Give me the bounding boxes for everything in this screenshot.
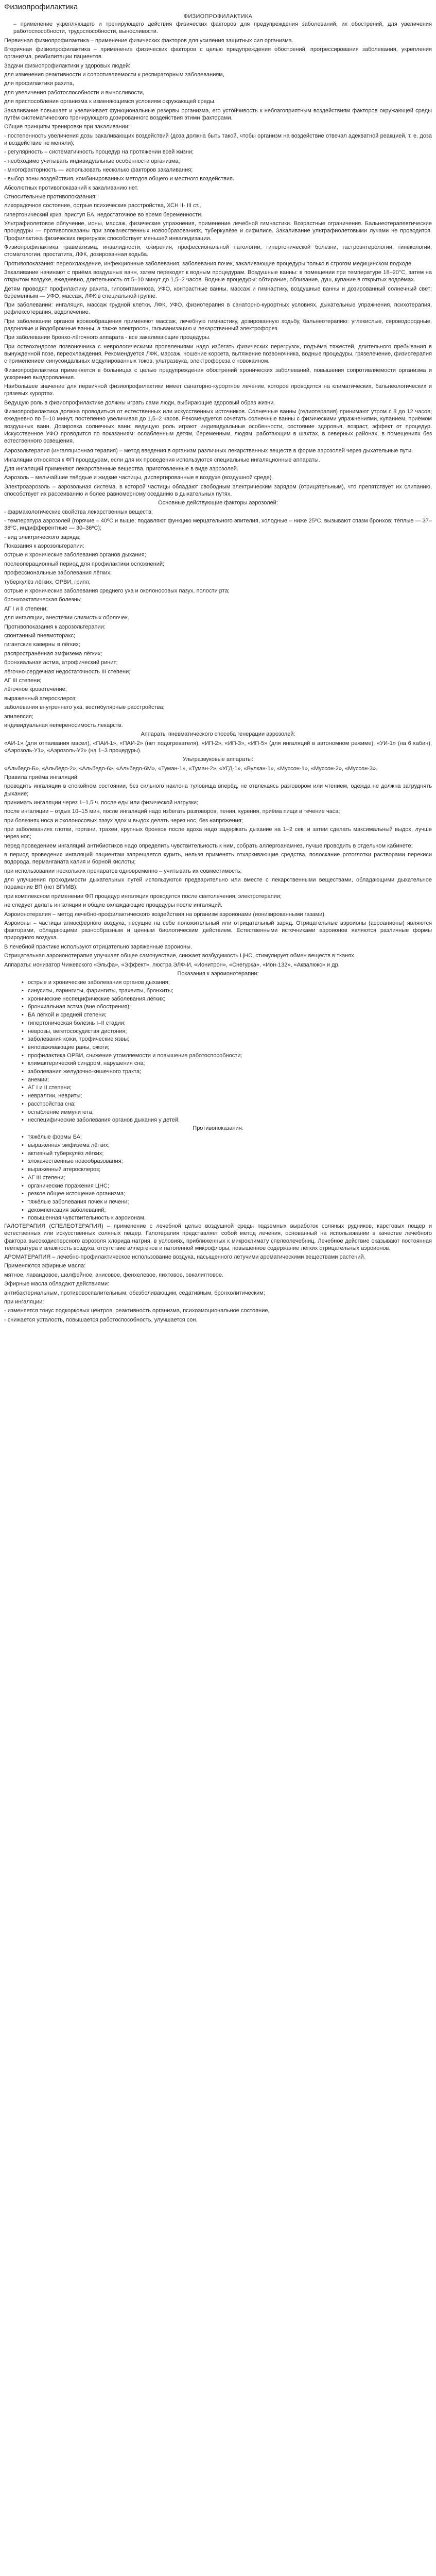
paragraph: Закаливание повышает и увеличивает функциональные резервы организма, его устойчивость к неблагоприятным воздействиям факторов окружающей среды путём систематического тренирующего дозированного воздействия этими факторами. (4, 107, 432, 121)
section-heading: ФИЗИОПРОФИЛАКТИКА (183, 13, 253, 20)
paragraph: индивидуальная непереносимость лекарств. (4, 722, 123, 728)
paragraph: Противопоказания: переохлаждение, инфекционные заболевания, заболевания почек, закаливающие процедуры только в строгом медицинском подходе. (4, 260, 413, 267)
paragraph: при заболеваниях глотки, гортани, трахеи, крупных бронхов после вдоха надо задержать дыхание на 1–2 сек, и затем сделать максимальный выдох, лучше через нос; (4, 826, 432, 840)
list-item: • анемии; (4, 1076, 432, 1083)
paragraph: после ингаляции – отдых 10–15 мин, после ингаляций надо избегать разговоров, пения, курения, приёма пищи в течение часа; (4, 808, 340, 815)
list-item: • хронические неспецифические заболевания лёгких; (4, 995, 432, 1003)
paragraph: для профилактики рахита, (4, 80, 74, 87)
list-item: • АГ I и II степени; (4, 1084, 432, 1091)
paragraph: антибактериальным, противовоспалительным, обезболивающим, седативным, бронхолитическим; (4, 1290, 265, 1296)
paragraph: АРОМАТЕРАПИЯ – лечебно-профилактическое использование воздуха, насыщенного летучими ароматическими веществами растений. (4, 1254, 365, 1261)
paragraph: гигантские каверны в лёгких; (4, 641, 80, 648)
paragraph: «АИ-1» (для отпаивания масел), «ПАИ-1», «ПАИ-2» (нет подогревателя), «ИП-2», «ИП-3», «ИП-5» (для ингаляций в автономном режиме), «УИ-1» (на 6 кабин), «Аэрозоль-У1», «Аэрозоль-У2» (на 1–3 процедуры). (4, 740, 432, 754)
paragraph: При заболевании органов кровообращения применяют массаж, лечебную гимнастику, дозированную ходьбу, бальнеотерапию: углекислые, сероводородные, радоновые и йодобромные ванны, а также электросон, гальванизацию и лекарственный электрофорез. (4, 318, 432, 332)
paragraph: лёгочно-сердечная недостаточность III степени; (4, 668, 131, 675)
paragraph: Основные действующие факторы аэрозолей: (158, 500, 278, 506)
paragraph: Для ингаляций применяют лекарственные вещества, приготовленные в виде аэрозолей. (4, 465, 238, 472)
list-item: • БА лёгкой и средней степени; (4, 1011, 432, 1019)
paragraph: Абсолютных противопоказаний к закаливанию нет. (4, 184, 138, 191)
paragraph: При заболевании: ингаляция, массаж грудной клетки, ЛФК, УФО, физиотерапия в санаторно-курортных условиях, дыхательные упражнения, психотерапия, рефлексотерапия, водолечение. (4, 302, 432, 316)
list-item: • ослабление иммунитета; (4, 1109, 432, 1116)
paragraph: АГ I и II степени; (4, 605, 48, 612)
closing-section (4, 1223, 432, 1324)
paragraph: бронхиальная астма, атрофический ринит; (4, 659, 118, 666)
list-item: • декомпенсация заболеваний; (4, 1207, 432, 1214)
list-item: • заболевания желудочно-кишечного тракта; (4, 1068, 432, 1075)
paragraph: «Альбедо-Б», «Альбедо-2», «Альбедо-6», «Альбедо-6М», «Туман-1», «Туман-2», «УГД-1», «Вулкан-1», «Муссон-1», «Муссон-2», «Муссон-3». (4, 765, 378, 772)
paragraph: Аэрозоль – мельчайшие твёрдые и жидкие частицы, диспергированные в воздухе (воздушной среде). (4, 474, 273, 481)
paragraph: Физиопрофилактика применяется в больницах с целью предупреждения обострений хронических заболеваний, повышения сопротивляемости организма и ускорения выздоровления. (4, 367, 432, 381)
list-item: • тяжёлые формы БА; (4, 1133, 432, 1141)
paragraph: Показания к аэрозольтерапии: (4, 543, 84, 550)
paragraph: Общие принципы тренировки при закаливании: (4, 124, 130, 130)
paragraph: для ингаляции, анестезии слизистых оболочек. (4, 615, 129, 621)
paragraph: бронхоэктатическая болезнь; (4, 597, 82, 603)
paragraph: Противопоказания к аэрозольтерапии: (4, 623, 106, 630)
contraindications-list (4, 1133, 432, 1222)
paragraph: Задачи физиопрофилактики у здоровых людей: (4, 62, 131, 69)
paragraph: - многофакторность — использовать несколько факторов закаливания; (4, 166, 193, 173)
paragraph: - снижается усталость, повышается работоспособность, улучшается сон. (4, 1316, 198, 1323)
paragraph: Электроаэрозоль – аэрозольная система, в которой частицы обладают свободным электрическим зарядом (отрицательным), что препятствует их слипанию, способствует их рассеиванию и более равномерному оседанию в дыхательных путях. (4, 483, 432, 497)
list-item: • гипертоническая болезнь I–II стадии; (4, 1020, 432, 1027)
paragraph: Применяются эфирные масла: (4, 1263, 86, 1269)
list-item: • АГ III степени; (4, 1174, 432, 1181)
paragraph: острые и хронические заболевания органов дыхания; (4, 552, 146, 558)
list-item: • органические поражения ЦНС; (4, 1182, 432, 1190)
paragraph: ГАЛОТЕРАПИЯ (СПЕЛЕОТЕРАПИЯ) – применение с лечебной целью воздушной среды подземных выработок соляных рудников, карстовых пещер и естественных или искусственных соляных пещер. Галотерапия представляет собой метод лечения, основанный на использовании в качестве лечебного фактора высокодисперсного аэрозоля хлорида натрия, в условиях, приближенных к микроклимату спелеолечебниц. Лечебное действие оказывают постоянная температура и влажность воздуха, отсутствие аллергенов и патогенной микрофлоры, повышенное содержание лёгких отрицательных аэроионов. (4, 1223, 432, 1251)
list-item: • выраженная эмфизема лёгких; (4, 1142, 432, 1149)
list-item: • неврозы, вегетососудистая дистония; (4, 1028, 432, 1035)
paragraph: Аэроионотерапия – метод лечебно-профилактического воздействия на организм аэроионами (ионизированными газами). (4, 911, 326, 918)
list-item: • вялозаживающие раны, ожоги; (4, 1044, 432, 1051)
paragraph: туберкулёз лёгких, ОРВИ, грипп; (4, 579, 91, 585)
list-item: • выраженный атеросклероз; (4, 1166, 432, 1173)
list-item: • острые и хронические заболевания органов дыхания; (4, 979, 432, 986)
paragraph: Аппараты пневматического способа генерации аэрозолей: (141, 731, 295, 738)
paragraph: При остеохондрозе позвоночника с неврологическими проявлениями надо избегать физических перегрузок, подъёма тяжестей, длительного пребывания в вынужденной позе, переохлаждения. Рекомендуется ЛФК, массаж, ношение корсета, вытяжение позвоночника, водные процедуры, грязелечение, физиотерапия с применением синусоидальных модулированных токов, ультразвука, электрофореза с новокаином. (4, 343, 432, 365)
paragraph: при болезнях носа и околоносовых пазух вдох и выдох делать через нос, без напряжения; (4, 817, 243, 824)
paragraph: Вторичная физиопрофилактика – применение физических факторов с целью предупреждения обострений, прогрессирования заболевания, укрепления организма, реабилитации пациентов. (4, 46, 432, 60)
paragraph: в период проведения ингаляций пациентам запрещается курить, нельзя применять отхаркивающие средства, полоскание ротоглотки растворами перекиси водорода, перманганата калия и борной кислоты; (4, 852, 432, 866)
paragraph: - изменяется тонус подкорковых центров, реактивность организма, психоэмоциональное состояние, (4, 1308, 270, 1314)
paragraph: эпилепсия; (4, 713, 33, 720)
paragraph: АГ III степени; (4, 677, 42, 684)
paragraph: перед проведением ингаляций антибиотиков надо определить чувствительность к ним, собрать аллергоанамнез, лучше проводить в отдельном кабинете; (4, 842, 413, 849)
paragraph: Отрицательная аэроионотерапия улучшает общее самочувствие, снижает возбудимость ЦНС, стимулирует обмен веществ в тканях. (4, 953, 356, 959)
paragraph: Ультрафиолетовое облучение, ионы, массаж, физические упражнения, применение лечебной гимнастики. Возрастные ограничения. Бальнеотерапевтические процедуры — противопоказаны при злокачественных новообразованиях, туберкулёзе и сифилисе. Закаливание ультрафиолетовыми лучами не проводится. Профилактика физических перегрузок способствует меньшей инвалидизации. (4, 221, 432, 242)
paragraph: для изменения реактивности и сопротивляемости к респираторным заболеваниям, (4, 71, 224, 78)
list-item: • повышенная чувствительность к аэроионам. (4, 1214, 432, 1222)
list-item: • злокачественные новообразования; (4, 1158, 432, 1165)
paragraph: – применение укрепляющего и тренирующего действия физических факторов для предупреждения заболеваний, их обострений, для увеличения работоспособности, трудоспособности, выносливости. (13, 21, 432, 35)
list-item: • неспецифические заболевания органов дыхания у детей. (4, 1116, 432, 1124)
paragraph: проводить ингаляции в спокойном состоянии, без сильного наклона туловища вперёд, не отвлекаясь разговором или чтением, одежда не должна затруднять дыхание; (4, 783, 432, 797)
paragraph: - необходимо учитывать индивидуальные особенности организма; (4, 158, 180, 164)
paragraph: Ведущую роль в физиопрофилактике должны играть сами люди, выбирающие здоровый образ жизни. (4, 399, 275, 406)
paragraph: Наибольшее значение для первичной физиопрофилактики имеет санаторно-курортное лечение, которое проводится на климатических, бальнеологических и грязевых курортах. (4, 383, 432, 397)
paragraph: при использовании нескольких препаратов одновременно – учитывать их совместимость; (4, 868, 242, 874)
paragraph: - регулярность – систематичность процедур на протяжении всей жизни; (4, 149, 194, 156)
paragraph: Первичная физиопрофилактика – применение физических факторов для усиления защитных сил организма. (4, 37, 293, 44)
paragraph: Показания к аэроионотерапии: (177, 970, 259, 977)
list-item: • климактерический синдром, нарушения сна; (4, 1060, 432, 1067)
paragraph: Относительные противопоказания: (4, 194, 97, 200)
paragraph: спонтанный пневмоторакс; (4, 633, 76, 639)
contraindications-heading: Противопоказания: (193, 1125, 243, 1131)
indications-list (4, 979, 432, 1124)
paragraph: послеоперационный период для профилактики осложнений; (4, 561, 165, 567)
paragraph: Закаливание начинают с приёма воздушных ванн, затем переходят к водным процедурам. Воздушные ванны: в помещении при температуре 18–20°С, затем на открытом воздухе, ежедневно, длительность от 5–10 минут до 1,5–2 часов. Водные процедуры: обтирание, обливание, душ, купание в открытых водоёмах. (4, 269, 432, 283)
list-item: • бронхиальная астма (вне обострения); (4, 1003, 432, 1010)
list-item: • невралгии, невриты; (4, 1092, 432, 1099)
paragraph: Аппараты: ионизатор Чижевского «Эльфа», «Эффект», люстра ЭЛФ-И, «Ионитрон», «Снегурка», «Ион-132», «Аквалюкс» и др. (4, 961, 340, 968)
paragraph: для увеличения работоспособности и выносливости, (4, 89, 145, 96)
paragraph: Ингаляции относятся к ФП процедурам, если для их проведения используются специальные ингаляционные аппараты. (4, 456, 320, 463)
paragraph: Ультразвуковые аппараты: (183, 756, 253, 763)
paragraph: - выбор зоны воздействия, комбинированных методов общего и местного воздействия. (4, 176, 235, 182)
paragraph: Физиопрофилактика должна проводиться от естественных или искусственных источников. Солнечные ванны (гелиотерапия) принимают утром с 8 до 12 часов; ежедневно по 5–10 минут, постепенно увеличивая до 1,5–2 часов. Рекомендуется сочетать солнечные ванны с физическими упражнениями, купанием, приёмом воздушных ванн. Дозировка солнечных ванн: ведущую роль играют индивидуальные особенности, состояние здоровья, возраст, эффект от процедур. Искусственное УФО проводится по показаниям: ослабленным детям, беременным, людям, работающим в шахтах, в северных районах, в помещениях без естественного освещения. (4, 409, 432, 444)
list-item: • расстройства сна; (4, 1100, 432, 1108)
paragraph: для приспособления организма к изменяющимся условиям окружающей среды. (4, 98, 216, 105)
paragraph: При заболевании бронхо-лёгочного аппарата - все закаливающие процедуры. (4, 334, 211, 341)
page-title: Физиопрофилактика (4, 3, 78, 11)
paragraph: для улучшения проходимости дыхательных путей используются предварительно или вместе с лекарственными веществами, обладающими дыхательное поражение ВП (нет ВП/МВ); (4, 877, 432, 891)
paragraph: острые и хронические заболевания среднего уха и околоносовых пазух, полости рта; (4, 588, 230, 595)
paragraph: - постепенность увеличения дозы закаливающих воздействий (доза должна быть такой, чтобы организм на воздействие отвечал адекватной реакцией, т. е. доза и воздействие не меняли); (4, 132, 432, 146)
paragraph: Правила приёма ингаляций: (4, 774, 79, 781)
paragraph: Детям проводят профилактику рахита, гиповитаминоза, УФО, контрастные ванны, массаж и гимнастику, воздушные ванны и дозированный солнечный свет; беременным — УФО, массаж, ЛФК в специальной группе. (4, 285, 432, 299)
paragraph: выраженный атеросклероз; (4, 695, 77, 702)
list-item: • тяжёлые заболевания почек и печени; (4, 1198, 432, 1206)
paragraph: мятное, лавандовое, шалфейное, анисовое, фенхелевое, пихтовое, эвкалиптовое. (4, 1272, 224, 1278)
paragraph: Аэрозольтерапия (ингаляционная терапия) – метод введения в организм различных лекарственных веществ в форме аэрозолей через дыхательные пути. (4, 448, 413, 454)
paragraph: - фармакологические свойства лекарственных веществ; (4, 509, 153, 515)
paragraph: Эфирные масла обладают действиями: (4, 1281, 110, 1287)
paragraph: при ингаляции: (4, 1299, 44, 1306)
list-item: • резкое общее истощение организма; (4, 1190, 432, 1197)
list-item: • активный туберкулёз лёгких; (4, 1150, 432, 1157)
paragraph: В лечебной практике используют отрицательно заряженные аэроионы. (4, 943, 193, 950)
paragraph: - вид электрического заряда; (4, 534, 81, 540)
document-body (4, 21, 432, 977)
list-item: • синуситы, ларингиты, фарингиты, трахеиты, бронхиты; (4, 987, 432, 994)
paragraph: не следует делать ингаляции и общие охлаждающие процедуры после ингаляций. (4, 902, 223, 909)
list-item: • заболевания кожи, трофические язвы; (4, 1036, 432, 1043)
paragraph: лёгочное кровотечение; (4, 686, 67, 693)
paragraph: распространённая эмфизема лёгких; (4, 650, 102, 657)
paragraph: принимать ингаляции через 1–1,5 ч. после еды или физической нагрузки; (4, 800, 199, 806)
paragraph: гипертонический криз, приступ БА, недостаточное во время беременности. (4, 211, 203, 218)
paragraph: - температура аэрозолей (горячие – 40ºС и выше; подавляют функцию мерцательного эпителия, холодные – ниже 25ºС, вызывают спазм бронхов; тёплые — 37–38ºС, индифферентные — 30–36ºС); (4, 518, 432, 532)
paragraph: лихорадочное состояние, острые психические расстройства, ХСН II- III ст., (4, 202, 201, 209)
paragraph: профессиональные заболевания лёгких; (4, 570, 112, 577)
paragraph: при комплексном применении ФП процедур ингаляция проводится после светолечения, электротерапии; (4, 893, 282, 900)
paragraph: Аэроионы – частицы атмосферного воздуха, несущие на себе положительный или отрицательный заряд. Отрицательные аэроионы (аэроанионы) являются факторами, обладающими разнообразным и ценным биологическим действием. Естественными источниками аэроионов являются различные формы природного воздуха. (4, 920, 432, 941)
paragraph: заболевания внутреннего уха, вестибулярные расстройства; (4, 704, 165, 711)
paragraph: Физиопрофилактика травматизма, инвалидности, ожирения, профессиональной патологии, гипертонической болезни, гастроэнтерологии, гинекологии, стоматологии, простатита, ЛФК, дозированная ходьба. (4, 244, 432, 258)
list-item: • профилактика ОРВИ, снижение утомляемости и повышение работоспособности; (4, 1052, 432, 1059)
